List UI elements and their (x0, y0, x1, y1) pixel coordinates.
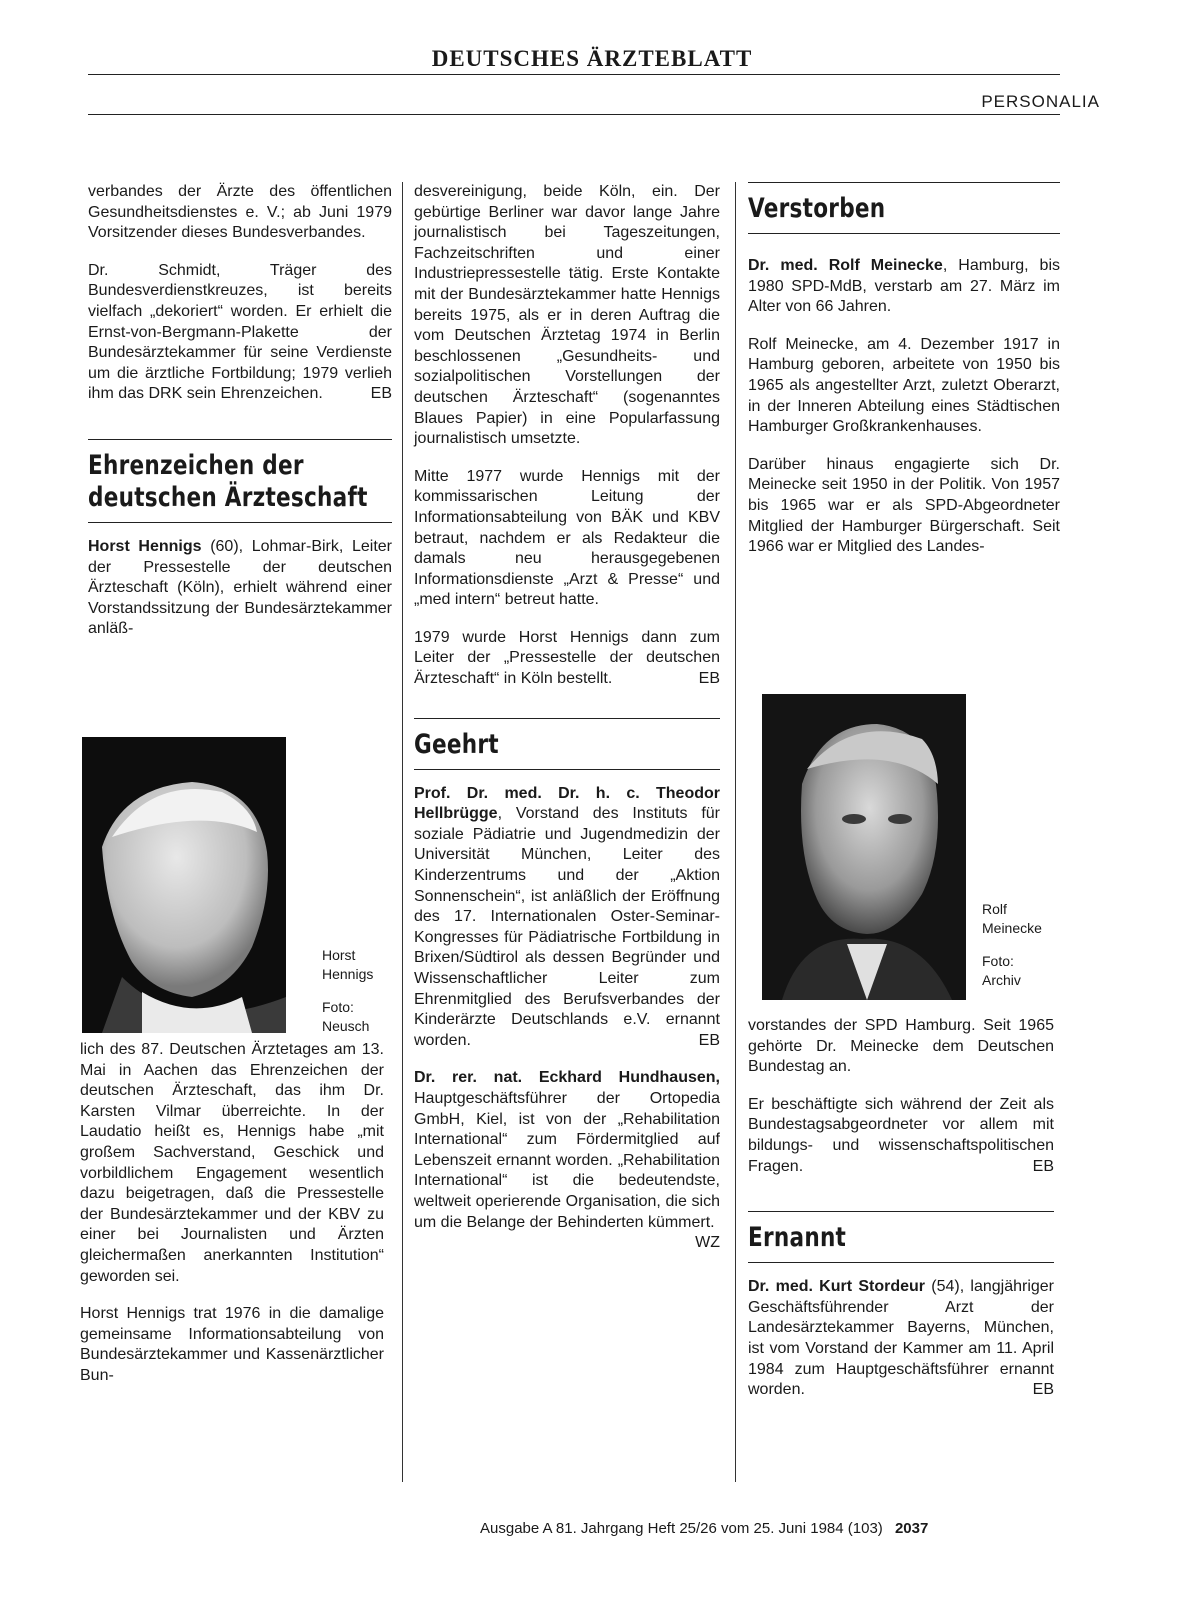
column-1-bottom (80, 1040, 384, 1387)
col2-paragraph-3-text: 1979 wurde Horst Hennigs dann zum Leiter der „Pressestelle der deutschen Ärzteschaft“ in Köln bestellt. (414, 628, 720, 688)
headline-ehrenzeichen (88, 449, 368, 514)
caption-meinecke-name-2: Meinecke (982, 920, 1042, 936)
col1-paragraph-1: verbandes der Ärzte des öffentlichen Gesundheitsdienstes e. V.; ab Juni 1979 Vorsitzender dieses Bundesverbandes. (88, 183, 392, 242)
column-1-top (88, 182, 392, 640)
section-label: PERSONALIA (981, 92, 1100, 111)
footer-edition: Ausgabe A 81. Jahrgang Heft 25/26 vom 25. Juni 1984 (103) (480, 1520, 883, 1537)
headline-verstorben-rule-bottom (748, 233, 1060, 234)
headline-verstorben-rule-top (748, 182, 1060, 183)
col2-paragraph-3 (414, 628, 720, 690)
headline-geehrt-rule-bottom (414, 769, 720, 770)
masthead: DEUTSCHES ÄRZTEBLATT (431, 46, 753, 71)
caption-hennigs-credit-2: Neusch (322, 1018, 370, 1034)
caption-hennigs-name-2: Hennigs (322, 966, 374, 982)
column-3-bottom (748, 1016, 1054, 1401)
name-theodor-hellbruegge: Prof. Dr. med. Dr. h. c. Theodor Hellbrügge (414, 784, 720, 823)
col3-paragraph-2: Rolf Meinecke, am 4. Dezember 1917 in Hamburg geboren, arbeitete von 1950 bis 1965 als angestellter Arzt, zuletzt Oberarzt, in der Inneren Abteilung eines Städtischen Hamburger Großkrankenhauses. (748, 335, 1060, 436)
col2-paragraph-4-text: , Vorstand des Instituts für soziale Pädiatrie und Jugendmedizin der Universität München, Leiter des Kinderzentrums und der „Aktion Sonnenschein“, ist anläßlich der Eröffnung des 17. Internationalen Oster-Seminar-Kongresses für Pädiatrische Fortbildung in Brixen/Südtirol als dessen Begründer und Wissenschaftlicher Leiter zum Ehrenmitglied des Berufsverbandes der Kinderärzte Deutschlands e.V. ernannt worden. (414, 805, 720, 1049)
column-3-top (748, 182, 1060, 558)
col1-paragraph-3-text: (60), Lohmar-Birk, Leiter der Pressestelle der deutschen Ärzteschaft (Köln), erhielt während einer Vorstandssitzung der Bundesärztekammer anläß- (88, 537, 392, 638)
page-footer (480, 1520, 928, 1537)
headline-geehrt: Geehrt (414, 728, 499, 760)
headline-geehrt-rule-top (414, 718, 720, 719)
col2-signature-wz: WZ (695, 1234, 720, 1252)
headline-rule-top (88, 439, 392, 440)
col3-paragraph-4: vorstandes der SPD Hamburg. Seit 1965 gehörte Dr. Meinecke dem Deutschen Bundestag an. (748, 1017, 1054, 1076)
col1-paragraph-5: Horst Hennigs trat 1976 in die damalige gemeinsame Informationsabteilung von Bundesärztekammer und Kassenärztlicher Bun- (80, 1305, 384, 1384)
col2-signature-eb-1: EB (698, 670, 720, 688)
col1-signature-eb: EB (370, 385, 392, 403)
col1-paragraph-4: lich des 87. Deutschen Ärztetages am 13. Mai in Aachen das Ehrenzeichen der deutschen Ärzteschaft, das ihm Dr. Karsten Vilmar überreichte. In der Laudatio heißt es, Hennigs habe „mit großem Sachverstand, Geschick und vorbildlichem Engagement wesentlich dazu beigetragen, daß die Pressestelle der Bundesärztekammer und der KBV zu einer bei Journalisten und Ärzten gleichermaßen anerkannten Institution“ geworden sei. (80, 1041, 384, 1285)
portrait-hennigs-image (82, 737, 286, 1033)
caption-horst-hennigs (322, 946, 373, 1036)
col2-paragraph-1: desvereinigung, beide Köln, ein. Der gebürtige Berliner war davor lange Jahre journalistisch bei Tageszeitungen, Fachzeitschriften und einer Industriepressestelle tätig. Erste Kontakte mit der Bundesärztekammer hatte Hennigs bereits 1975, als er in deren Auftrag die vom Deutschen Ärztetag 1974 in Berlin beschlossenen „Gesundheits- und sozialpolitischen Vorstellungen der deutschen Ärzteschaft“ (sogenanntes Blaues Papier) in eine Popularfassung journalistisch umsetzte. (414, 183, 720, 448)
name-horst-hennigs: Horst Hennigs (88, 537, 202, 555)
headline-ernannt-rule-top (748, 1211, 1054, 1212)
col3-paragraph-1-text: , Hamburg, bis 1980 SPD-MdB, verstarb am 27. März im Alter von 66 Jahren. (748, 257, 1060, 316)
headline-ernannt: Ernannt (748, 1222, 847, 1254)
col3-paragraph-1 (748, 256, 1060, 318)
caption-meinecke-credit-1: Foto: (982, 953, 1014, 969)
col3-paragraph-3: Darüber hinaus engagierte sich Dr. Meinecke seit 1950 in der Politik. Von 1957 bis 1965 war er als SPD-Abgeordneter Mitglied der Hamburger Bürgerschaft. Seit 1966 war er Mitglied des Landes- (748, 455, 1060, 556)
col1-paragraph-2-text: Dr. Schmidt, Träger des Bundesverdienstkreuzes, ist bereits vielfach „dekoriert“ worden. Er erhielt die Ernst-von-Bergmann-Plakette der Bundesärztekammer für seine Verdienste um die ärztliche Fortbildung; 1979 verlieh ihm das DRK sein Ehrenzeichen. (88, 261, 392, 403)
caption-meinecke-credit-2: Archiv (982, 972, 1021, 988)
col3-signature-eb-1: EB (1032, 1157, 1054, 1175)
col3-paragraph-5 (748, 1095, 1054, 1177)
photo-rolf-meinecke (762, 694, 966, 1000)
col3-paragraph-5-text: Er beschäftigte sich während der Zeit als Bundestagsabgeordneter vor allem mit bildungs- und wissenschaftspolitischen Fragen. (748, 1095, 1054, 1175)
name-kurt-stordeur: Dr. med. Kurt Stordeur (748, 1278, 925, 1296)
photo-horst-hennigs (82, 737, 286, 1033)
portrait-meinecke-image (762, 694, 966, 1000)
col2-paragraph-4 (414, 784, 720, 1052)
headline-verstorben: Verstorben (748, 193, 886, 224)
col2-paragraph-5 (414, 1068, 720, 1252)
headline-ehrenzeichen-line-2: deutschen Ärzteschaft (88, 481, 368, 513)
col1-paragraph-3 (88, 537, 392, 640)
caption-meinecke-name-1: Rolf (982, 901, 1007, 917)
column-divider-1 (402, 182, 403, 1482)
headline-ehrenzeichen-line-1: Ehrenzeichen der (88, 449, 304, 481)
headline-rule-bottom (88, 522, 392, 523)
caption-rolf-meinecke (982, 900, 1042, 990)
column-2 (414, 182, 720, 1254)
column-divider-2 (735, 182, 736, 1482)
col2-paragraph-5-text: Hauptgeschäftsführer der Ortopedia GmbH, Kiel, ist von der „Rehabilitation International“ zum Fördermitglied auf Lebenszeit ernannt worden. „Rehabilitation International“ ist die bedeutendste, weltweit operierende Organisation, die sich um die Belange der Behinderten kümmert. (414, 1089, 720, 1231)
name-rolf-meinecke: Dr. med. Rolf Meinecke (748, 257, 943, 274)
col3-paragraph-6-text: (54), langjähriger Geschäftsführender Arzt der Landesärztekammer Bayerns, München, ist vom Vorstand der Kammer am 11. April 1984 zum Hauptgeschäftsführer ernannt worden. (748, 1278, 1055, 1399)
col1-paragraph-2 (88, 261, 392, 405)
col2-paragraph-2: Mitte 1977 wurde Hennigs mit der kommissarischen Leitung der Informationsabteilung von BÄK und KBV betraut, nachdem er als Redakteur die damals neu herausgegebenen Informationsdienste „Arzt & Presse“ und „med intern“ betreut hatte. (414, 467, 720, 609)
section-rule (88, 114, 1060, 115)
caption-hennigs-credit-1: Foto: (322, 999, 354, 1015)
headline-ernannt-rule-bottom (748, 1262, 1054, 1263)
masthead-rule (88, 74, 1060, 75)
col3-paragraph-6 (748, 1277, 1054, 1401)
page-number: 2037 (894, 1520, 929, 1537)
caption-hennigs-name-1: Horst (322, 947, 356, 963)
col2-signature-eb-2: EB (698, 1031, 720, 1049)
name-eckhard-hundhausen: Dr. rer. nat. Eckhard Hundhausen, (414, 1069, 720, 1087)
col3-signature-eb-2: EB (1032, 1381, 1054, 1399)
